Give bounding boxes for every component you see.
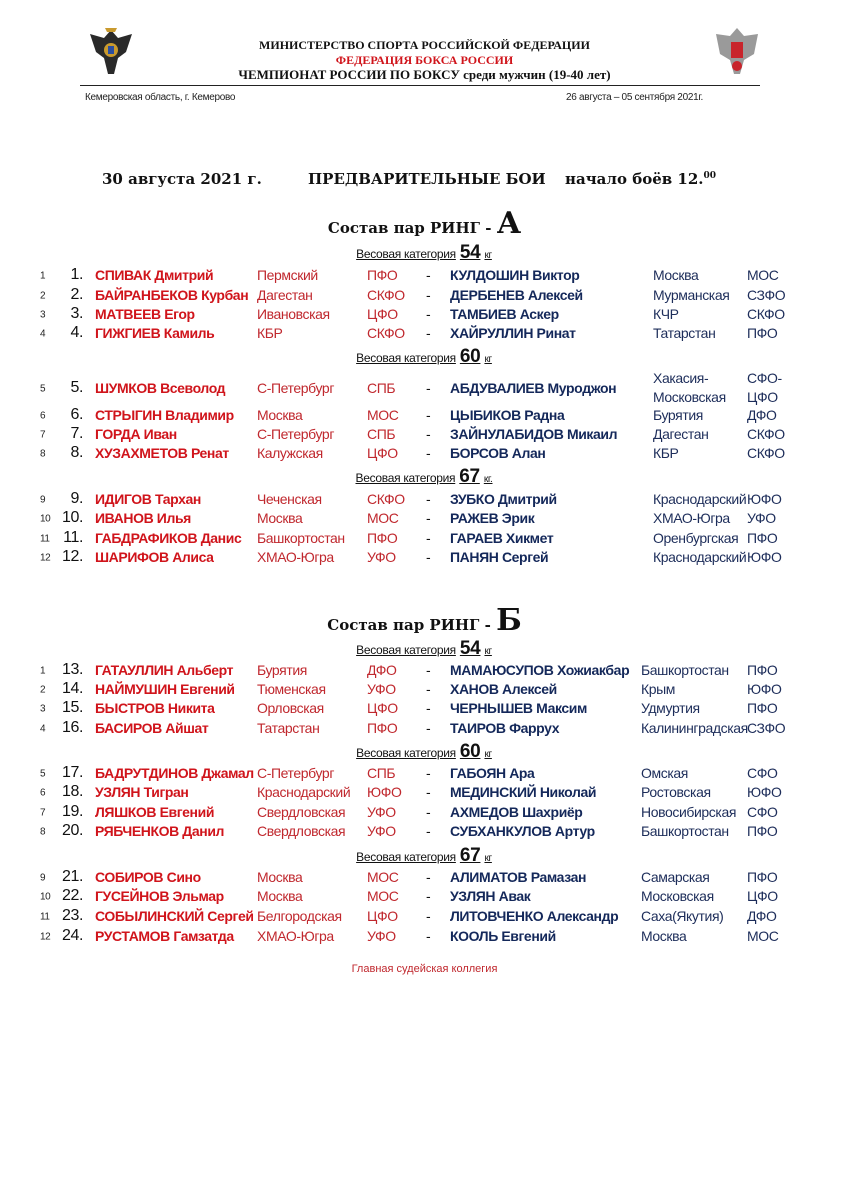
championship-title: ЧЕМПИОНАТ РОССИИ ПО БОКСУ среди мужчин (19-40 лет)	[238, 67, 611, 82]
bout-number: 5.	[70, 379, 83, 396]
blue-corner-name: ПАНЯН Сергей	[450, 549, 549, 565]
red-corner-district: СКФО	[367, 287, 405, 303]
versus-dash: -	[426, 888, 431, 904]
blue-corner-region: Дагестан	[653, 426, 709, 442]
weight-category-weight: 67	[459, 845, 481, 866]
category-bout-index: 7	[40, 429, 46, 441]
versus-dash: -	[426, 908, 431, 924]
red-corner-district: МОС	[367, 407, 399, 423]
location: Кемеровская область, г. Кемерово	[85, 92, 236, 103]
blue-corner-name: ЧЕРНЫШЕВ Максим	[450, 700, 587, 716]
red-corner-region: Башкортостан	[257, 530, 345, 546]
red-corner-region: Белгородская	[257, 908, 342, 924]
category-bout-index: 3	[40, 309, 46, 321]
blue-corner-district: МОС	[747, 267, 779, 283]
blue-corner-name: АХМЕДОВ Шахриёр	[450, 804, 583, 820]
blue-corner-name: ЦЫБИКОВ Радна	[450, 407, 565, 423]
blue-corner-name: ГАРАЕВ Хикмет	[450, 530, 554, 546]
red-corner-region: Москва	[257, 888, 303, 904]
red-corner-region: Москва	[257, 510, 303, 526]
weight-category-weight: 54	[459, 242, 481, 263]
red-corner-district: УФО	[367, 823, 396, 839]
blue-corner-region: Калининградская	[641, 720, 748, 736]
red-corner-region: Пермский	[257, 267, 318, 283]
bout-number: 4.	[70, 324, 83, 341]
ring-heading	[0, 206, 849, 241]
red-corner-district: УФО	[367, 549, 396, 565]
red-corner-region: Москва	[257, 869, 303, 885]
blue-corner-name: ХАЙРУЛЛИН Ринат	[450, 325, 576, 341]
blue-corner-region: Омская	[641, 765, 688, 781]
category-bout-index: 4	[40, 328, 46, 340]
blue-corner-district: ПФО	[747, 823, 778, 839]
chief-judges-signature: Главная судейская коллегия	[351, 963, 498, 975]
red-corner-district: ЦФО	[367, 306, 398, 322]
red-corner-name: БАЙРАНБЕКОВ Курбан	[95, 287, 249, 303]
bout-number: 6.	[70, 406, 83, 423]
category-bout-index: 12	[40, 931, 51, 943]
ring-letter: А	[496, 206, 522, 241]
blue-corner-name: ДЕРБЕНЕВ Алексей	[450, 287, 583, 303]
blue-corner-district: СФО	[747, 765, 778, 781]
red-corner-name: ЛЯШКОВ Евгений	[95, 804, 215, 820]
blue-corner-name: УЗЛЯН Авак	[450, 888, 531, 904]
weight-category-label: Весовая категория	[356, 247, 456, 261]
red-corner-name: МАТВЕЕВ Егор	[95, 306, 195, 322]
bout-number: 13.	[61, 661, 83, 678]
red-corner-region: С-Петербург	[257, 426, 335, 442]
category-bout-index: 4	[40, 723, 46, 735]
category-bout-index: 3	[40, 703, 46, 715]
versus-dash: -	[426, 380, 431, 396]
red-corner-district: СПБ	[367, 426, 396, 442]
red-corner-name: ШАРИФОВ Алиса	[95, 549, 214, 565]
blue-corner-region: Башкортостан	[641, 662, 729, 678]
red-corner-name: ГУСЕЙНОВ Эльмар	[95, 888, 224, 904]
red-corner-region: Дагестан	[257, 287, 313, 303]
red-corner-name: СПИВАК Дмитрий	[95, 267, 214, 283]
blue-corner-name: МАМАЮСУПОВ Хожиакбар	[450, 662, 630, 678]
category-bout-index: 10	[40, 891, 51, 903]
versus-dash: -	[426, 681, 431, 697]
red-corner-name: СОБЫЛИНСКИЙ Сергей	[95, 908, 254, 924]
blue-corner-name: БОРСОВ Алан	[450, 445, 546, 461]
blue-corner-name: ГАБОЯН Ара	[450, 765, 535, 781]
blue-corner-region: Башкортостан	[641, 823, 729, 839]
bout-number: 10.	[61, 509, 83, 526]
versus-dash: -	[426, 491, 431, 507]
versus-dash: -	[426, 928, 431, 944]
ring-label: Состав пар РИНГ -	[327, 219, 492, 237]
blue-corner-district: ЦФО	[747, 888, 778, 904]
ring-label: Состав пар РИНГ -	[327, 616, 491, 634]
blue-corner-name: АЛИМАТОВ Рамазан	[450, 869, 587, 885]
weight-category-heading	[356, 741, 492, 763]
versus-dash: -	[426, 407, 431, 423]
red-corner-name: СТРЫГИН Владимир	[95, 407, 234, 423]
bout-number: 24.	[61, 927, 83, 944]
blue-corner-region: Мурманская	[653, 287, 730, 303]
red-corner-district: ПФО	[367, 720, 398, 736]
blue-corner-district: ЮФО	[747, 784, 782, 800]
blue-corner-district: СФО	[747, 804, 778, 820]
blue-corner-district: ЮФО	[747, 491, 782, 507]
blue-corner-name: ЛИТОВЧЕНКО Александр	[450, 908, 619, 924]
weight-category-label: Весовая категория	[356, 351, 456, 365]
category-bout-index: 10	[40, 513, 51, 525]
start-time-minutes: 00	[703, 171, 717, 181]
blue-corner-district: ПФО	[747, 869, 778, 885]
blue-corner-district: ПФО	[747, 662, 778, 678]
blue-corner-region: Москва	[641, 928, 687, 944]
red-corner-name: ГОРДА Иван	[95, 426, 177, 442]
weight-category-unit: кг	[484, 749, 492, 760]
red-corner-name: БАСИРОВ Айшат	[95, 720, 209, 736]
ring-heading	[0, 603, 849, 638]
red-corner-region: КБР	[257, 325, 283, 341]
blue-corner-region: Татарстан	[653, 325, 716, 341]
ring-letter: Б	[496, 603, 522, 638]
blue-corner-name: КУЛДОШИН Виктор	[450, 267, 580, 283]
red-corner-district: МОС	[367, 888, 399, 904]
weight-category-label: Весовая категория	[356, 746, 456, 760]
blue-corner-region: Хакасия- Московская	[653, 370, 726, 405]
versus-dash: -	[426, 549, 431, 565]
federation-name: ФЕДЕРАЦИЯ БОКСА РОССИИ	[335, 53, 514, 67]
blue-corner-district: ДФО	[747, 908, 777, 924]
versus-dash: -	[426, 765, 431, 781]
blue-corner-district: ДФО	[747, 407, 777, 423]
blue-corner-region: КБР	[653, 445, 679, 461]
category-bout-index: 1	[40, 270, 46, 282]
bout-number: 12.	[61, 548, 83, 565]
blue-corner-region: Новосибирская	[641, 804, 737, 820]
category-bout-index: 12	[40, 552, 51, 564]
versus-dash: -	[426, 869, 431, 885]
session-stage: ПРЕДВАРИТЕЛЬНЫЕ БОИ	[308, 170, 546, 188]
red-corner-name: РЯБЧЕНКОВ Данил	[95, 823, 225, 839]
event-dates: 26 августа – 05 сентября 2021г.	[566, 92, 703, 103]
header-divider	[80, 85, 760, 86]
red-corner-name: БЫСТРОВ Никита	[95, 700, 215, 716]
blue-corner-region: Самарская	[641, 869, 710, 885]
bout-number: 18.	[61, 783, 83, 800]
red-corner-name: ГАТАУЛЛИН Альберт	[95, 662, 234, 678]
red-corner-district: УФО	[367, 681, 396, 697]
red-corner-region: Ивановская	[257, 306, 330, 322]
start-time-text: начало боёв 12.	[565, 170, 704, 188]
red-corner-district: МОС	[367, 510, 399, 526]
category-bout-index: 5	[40, 383, 46, 395]
red-corner-district: ЦФО	[367, 700, 398, 716]
blue-corner-region: Саха(Якутия)	[641, 908, 724, 924]
weight-category-unit: кг	[484, 354, 492, 365]
red-corner-region: Бурятия	[257, 662, 307, 678]
bout-number: 16.	[61, 719, 83, 736]
red-corner-region: Тюменская	[257, 681, 326, 697]
blue-corner-district: СКФО	[747, 445, 785, 461]
red-corner-name: РУСТАМОВ Гамзатда	[95, 928, 234, 944]
red-corner-district: УФО	[367, 928, 396, 944]
red-corner-district: ПФО	[367, 530, 398, 546]
red-corner-name: БАДРУТДИНОВ Джамал	[95, 765, 254, 781]
category-bout-index: 2	[40, 290, 46, 302]
versus-dash: -	[426, 530, 431, 546]
category-bout-index: 8	[40, 448, 46, 460]
category-bout-index: 9	[40, 494, 46, 506]
red-corner-district: СПБ	[367, 765, 396, 781]
versus-dash: -	[426, 325, 431, 341]
blue-corner-region: Москва	[653, 267, 699, 283]
weight-category-heading	[356, 638, 492, 660]
blue-corner-district: МОС	[747, 928, 779, 944]
weight-category-weight: 54	[459, 638, 481, 659]
category-bout-index: 5	[40, 768, 46, 780]
blue-corner-name: МЕДИНСКИЙ Николай	[450, 784, 597, 800]
blue-corner-name: РАЖЕВ Эрик	[450, 510, 535, 526]
red-corner-region: Калужская	[257, 445, 323, 461]
red-corner-region: С-Петербург	[257, 765, 335, 781]
red-corner-name: ШУМКОВ Всеволод	[95, 380, 226, 396]
weight-category-label: Весовая категория	[356, 850, 456, 864]
red-corner-region: Свердловская	[257, 823, 346, 839]
ministry-name: МИНИСТЕРСТВО СПОРТА РОССИЙСКОЙ ФЕДЕРАЦИИ	[259, 38, 590, 52]
versus-dash: -	[426, 804, 431, 820]
bout-number: 14.	[61, 680, 83, 697]
versus-dash: -	[426, 445, 431, 461]
blue-corner-region: Ростовская	[641, 784, 711, 800]
red-corner-name: ИДИГОВ Тархан	[95, 491, 201, 507]
bout-number: 15.	[61, 699, 83, 716]
blue-corner-district: СЗФО	[747, 720, 786, 736]
blue-corner-name: ЗАЙНУЛАБИДОВ Микаил	[450, 426, 618, 442]
bout-number: 8.	[70, 444, 83, 461]
weight-category-label: Весовая категория	[355, 471, 456, 485]
weight-category-unit: кг.	[483, 474, 493, 485]
weight-category-weight: 60	[459, 346, 481, 367]
versus-dash: -	[426, 306, 431, 322]
blue-corner-district: УФО	[747, 510, 776, 526]
red-corner-district: СКФО	[367, 491, 405, 507]
blue-corner-name: ЗУБКО Дмитрий	[450, 491, 557, 507]
blue-corner-region: Крым	[641, 681, 676, 697]
weight-category-heading	[356, 466, 493, 488]
bout-number: 19.	[61, 803, 83, 820]
bout-number: 11.	[63, 529, 83, 546]
blue-corner-region: Бурятия	[653, 407, 703, 423]
category-bout-index: 11	[40, 533, 50, 545]
red-corner-district: МОС	[367, 869, 399, 885]
versus-dash: -	[426, 287, 431, 303]
blue-corner-district: СКФО	[747, 306, 785, 322]
red-corner-region: Краснодарский	[257, 784, 351, 800]
red-corner-region: Орловская	[257, 700, 324, 716]
bout-number: 21.	[61, 868, 83, 885]
red-corner-region: Свердловская	[257, 804, 346, 820]
blue-corner-district: ЮФО	[747, 549, 782, 565]
red-corner-region: ХМАО-Югра	[257, 549, 334, 565]
blue-corner-region: Краснодарский	[653, 491, 747, 507]
weight-category-heading	[356, 346, 492, 368]
red-corner-district: ЦФО	[367, 445, 398, 461]
versus-dash: -	[426, 720, 431, 736]
blue-corner-name: ХАНОВ Алексей	[450, 681, 557, 697]
red-corner-district: СПБ	[367, 380, 396, 396]
category-bout-index: 6	[40, 410, 46, 422]
bout-number: 22.	[61, 887, 83, 904]
weight-category-label: Весовая категория	[356, 643, 456, 657]
red-corner-region: С-Петербург	[257, 380, 335, 396]
weight-category-heading	[356, 242, 492, 264]
blue-corner-region: Оренбургская	[653, 530, 739, 546]
blue-corner-district: СЗФО	[747, 287, 786, 303]
category-bout-index: 6	[40, 787, 46, 799]
versus-dash: -	[426, 510, 431, 526]
weight-category-unit: кг	[484, 250, 492, 261]
blue-corner-region: Московская	[641, 888, 714, 904]
category-bout-index: 11	[40, 911, 50, 923]
red-corner-name: ГИЖГИЕВ Камиль	[95, 325, 215, 341]
category-bout-index: 9	[40, 872, 46, 884]
blue-corner-region: Удмуртия	[641, 700, 700, 716]
red-corner-name: ГАБДРАФИКОВ Данис	[95, 530, 242, 546]
red-corner-district: ПФО	[367, 267, 398, 283]
versus-dash: -	[426, 662, 431, 678]
red-corner-region: ХМАО-Югра	[257, 928, 334, 944]
blue-corner-name: АБДУВАЛИЕВ Мурoджон	[450, 380, 617, 396]
versus-dash: -	[426, 267, 431, 283]
weight-category-heading	[356, 845, 492, 867]
blue-corner-district: ПФО	[747, 700, 778, 716]
red-corner-region: Татарстан	[257, 720, 320, 736]
weight-category-unit: кг	[484, 853, 492, 864]
category-bout-index: 1	[40, 665, 46, 677]
blue-corner-region: ХМАО-Югра	[653, 510, 730, 526]
blue-corner-name: ТАМБИЕВ Аскер	[450, 306, 559, 322]
red-corner-name: ХУЗАХМЕТОВ Ренат	[95, 445, 229, 461]
red-corner-name: ИВАНОВ Илья	[95, 510, 191, 526]
red-corner-name: СОБИРОВ Сино	[95, 869, 201, 885]
bout-number: 1.	[70, 266, 83, 283]
blue-corner-district: ЮФО	[747, 681, 782, 697]
weight-category-unit: кг	[484, 646, 492, 657]
bout-number: 3.	[70, 305, 83, 322]
red-corner-name: УЗЛЯН Тигран	[95, 784, 189, 800]
red-corner-region: Москва	[257, 407, 303, 423]
blue-corner-name: ТАИРОВ Фаррух	[450, 720, 560, 736]
red-corner-name: НАЙМУШИН Евгений	[95, 681, 235, 697]
bout-number: 23.	[61, 907, 83, 924]
blue-corner-name: КООЛЬ Евгений	[450, 928, 556, 944]
bout-number: 9.	[70, 490, 83, 507]
red-corner-district: СКФО	[367, 325, 405, 341]
bout-number: 20.	[61, 822, 83, 839]
versus-dash: -	[426, 823, 431, 839]
red-corner-region: Чеченская	[257, 491, 322, 507]
category-bout-index: 2	[40, 684, 46, 696]
red-corner-district: ЦФО	[367, 908, 398, 924]
weight-category-weight: 67	[459, 466, 480, 487]
bout-number: 17.	[61, 764, 83, 781]
weight-category-weight: 60	[459, 741, 481, 762]
versus-dash: -	[426, 700, 431, 716]
versus-dash: -	[426, 426, 431, 442]
bout-number: 2.	[70, 286, 83, 303]
start-time	[565, 170, 716, 188]
versus-dash: -	[426, 784, 431, 800]
red-corner-district: УФО	[367, 804, 396, 820]
blue-corner-name: СУБХАНКУЛОВ Артур	[450, 823, 595, 839]
session-date: 30 августа 2021 г.	[102, 170, 262, 188]
red-corner-district: ДФО	[367, 662, 397, 678]
blue-corner-region: КЧР	[653, 306, 679, 322]
blue-corner-district: СКФО	[747, 426, 785, 442]
blue-corner-district: ПФО	[747, 325, 778, 341]
blue-corner-region: Краснодарский	[653, 549, 747, 565]
blue-corner-district: СФО- ЦФО	[747, 370, 782, 405]
red-corner-district: ЮФО	[367, 784, 402, 800]
bout-number: 7.	[70, 425, 83, 442]
category-bout-index: 7	[40, 807, 46, 819]
category-bout-index: 8	[40, 826, 46, 838]
blue-corner-district: ПФО	[747, 530, 778, 546]
